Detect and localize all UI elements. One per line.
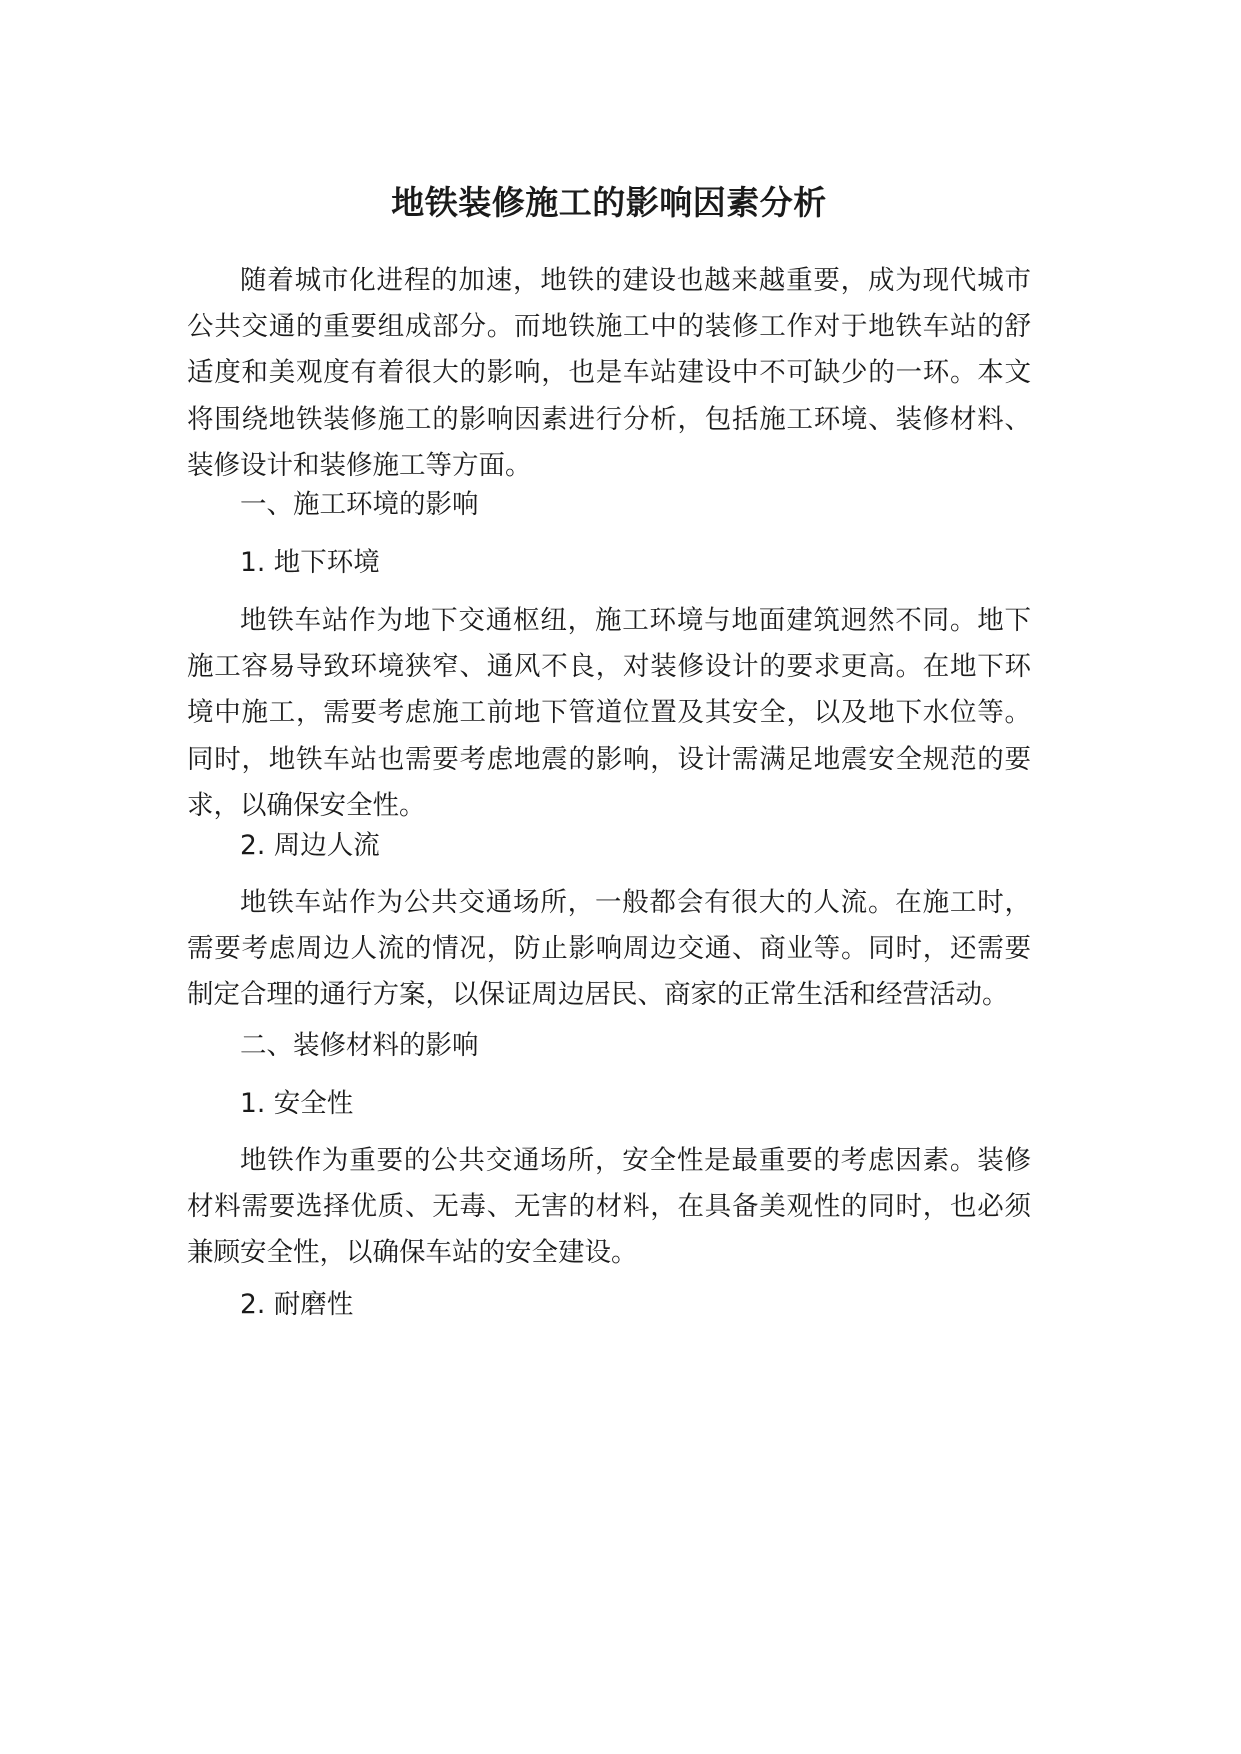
paragraph-safety: 地铁作为重要的公共交通场所，安全性是最重要的考虑因素。装修材料需要选择优质、无毒、无害的材料，在具备美观性的同时，也必须兼顾安全性，以确保车站的安全建设。 — [187, 1145, 1031, 1269]
document-title: 地铁装修施工的影响因素分析 — [391, 183, 827, 222]
subsection-heading-underground: 1. 地下环境 — [240, 547, 380, 578]
intro-paragraph: 随着城市化进程的加速，地铁的建设也越来越重要，成为现代城市公共交通的重要组成部分。而地铁施工中的装修工作对于地铁车站的舒适度和美观度有着很大的影响，也是车站建设中不可缺少的一环。本文将围绕地铁装修施工的影响因素进行分析，包括施工环境、装修材料、装修设计和装修施工等方面。 — [187, 265, 1031, 481]
section-heading-environment: 一、施工环境的影响 — [240, 489, 479, 520]
subsection-heading-safety: 1. 安全性 — [240, 1088, 354, 1119]
subsection-heading-wear-resistance: 2. 耐磨性 — [240, 1289, 354, 1320]
paragraph-crowd: 地铁车站作为公共交通场所，一般都会有很大的人流。在施工时，需要考虑周边人流的情况，防止影响周边交通、商业等。同时，还需要制定合理的通行方案，以保证周边居民、商家的正常生活和经营活动。 — [187, 887, 1031, 1011]
section-heading-materials: 二、装修材料的影响 — [240, 1030, 479, 1061]
paragraph-underground: 地铁车站作为地下交通枢纽，施工环境与地面建筑迥然不同。地下施工容易导致环境狭窄、通风不良，对装修设计的要求更高。在地下环境中施工，需要考虑施工前地下管道位置及其安全，以及地下水位等。同时，地铁车站也需要考虑地震的影响，设计需满足地震安全规范的要求，以确保安全性。 — [187, 605, 1031, 821]
subsection-heading-crowd: 2. 周边人流 — [240, 830, 380, 861]
